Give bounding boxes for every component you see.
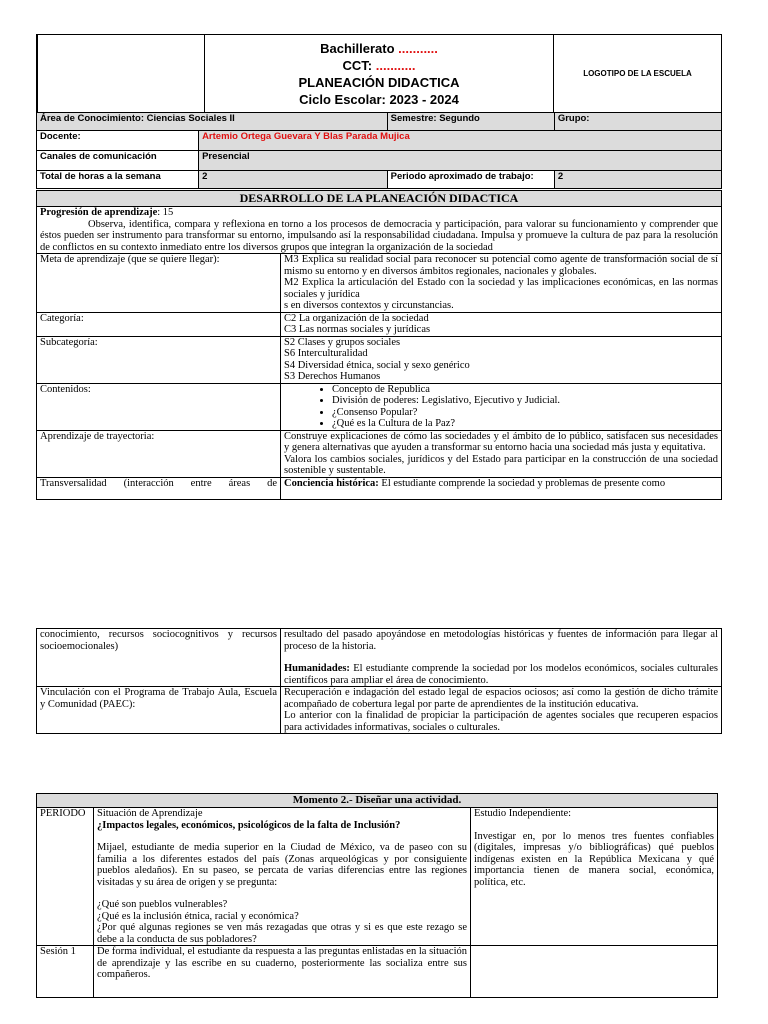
situation-cell — [94, 808, 471, 946]
teacher-name: Artemio Ortega Guevara Y Blas Parada Mujica — [202, 131, 410, 142]
question-item: ¿Por qué algunas regiones se ven más rezagadas que otras y si es que este rezago se debe a la conducta de sus pobladores? — [97, 922, 467, 945]
header-blank-cell — [37, 35, 205, 113]
humanities-text: El estudiante comprende la sociedad por los modelos económicos, sociales culturales científicos para ampliar el área de conocimiento. — [284, 663, 718, 686]
contents-item: • ¿Qué es la Cultura de la Paz? — [332, 418, 718, 430]
channels-label: Canales de comunicación — [40, 151, 157, 162]
contents-label-cell — [37, 383, 281, 430]
paec-value-cell — [281, 687, 722, 734]
session1-text: De forma individual, el estudiante da respuesta a las preguntas enlistadas en la situación de aprendizaje y las escribe en su cuaderno, posteriormente las socializa entre sus compañeros. — [97, 946, 467, 980]
header-title-cell — [205, 35, 554, 113]
category-item: C2 La organización de la sociedad — [284, 312, 429, 324]
teacher-value-cell — [199, 131, 722, 151]
logo-cell — [554, 35, 722, 113]
trajectory-label-cell — [37, 430, 281, 477]
school-cycle: Ciclo Escolar: 2023 - 2024 — [299, 91, 459, 107]
group: Grupo: — [557, 113, 590, 124]
session1-label-cell — [37, 946, 94, 998]
session1-empty-cell — [471, 946, 718, 998]
independent-label: Estudio Independiente: — [474, 808, 572, 819]
session1-label: Sesión 1 — [40, 946, 76, 957]
goal-value-cell — [281, 254, 722, 313]
historical-awareness-label: Conciencia histórica: — [284, 477, 379, 489]
teacher-label-cell — [37, 131, 199, 151]
knowledge-area: Área de Conocimiento: Ciencias Sociales II — [40, 113, 235, 124]
category-value-cell — [281, 312, 722, 336]
subcategory-label: Subcategoría: — [40, 336, 98, 348]
progression-label: Progresión de aprendizaje — [40, 207, 158, 218]
channels-value: Presencial — [202, 151, 250, 162]
channels-label-cell — [37, 151, 199, 171]
trajectory-text-1: Construye explicaciones de cómo las sociedades y el ámbito de lo público, satisfacen sus necesidades y genera alternativas que ayuden a transformar su entorno hacia una sociedad más justa y equitativa. — [284, 430, 718, 453]
hours-label: Total de horas a la semana — [40, 171, 161, 182]
contents-item: • División de poderes: Legislativo, Ejecutivo y Judicial. — [332, 395, 718, 407]
goal-m2: M2 Explica la articulación del Estado con la sociedad y las implicaciones económicas, en las normas sociales y jurídica — [284, 277, 718, 300]
title-prefix: Bachillerato — [320, 40, 395, 56]
subcategory-value-cell — [281, 336, 722, 383]
hours-label-cell — [37, 171, 199, 189]
paec-label: Vinculación con el Programa de Trabajo Aula, Escuela y Comunidad (PAEC): — [40, 687, 277, 710]
period-col-label: PERIODO — [40, 808, 86, 819]
hours-value: 2 — [202, 171, 208, 182]
contents-list — [284, 384, 718, 430]
semester: Semestre: Segundo — [390, 113, 480, 124]
transversal-label: Transversalidad (interacción entre áreas de — [40, 477, 277, 489]
paec-text-1: Recuperación e indagación del estado legal de espacios ociosos; así como la gestión de dicho trámite acompañado de cobertura legal por parte de aprendientes de la institución educativa. — [284, 687, 718, 710]
transversal-label-cont: conocimiento, recursos sociocognitivos y recursos socioemocionales) — [40, 629, 277, 652]
category-label-cell — [37, 312, 281, 336]
category-item: C3 Las normas sociales y jurídicas — [284, 324, 431, 335]
transversal-value-cell — [281, 477, 722, 499]
paec-text-2: Lo anterior con la finalidad de propiciar la participación de agentes sociales que recuperen espacios para actividades informativas, sociales o culturales. — [284, 710, 718, 733]
category-label: Categoría: — [40, 312, 84, 324]
transversal-label-cont-cell — [37, 629, 281, 687]
paec-label-cell — [37, 687, 281, 734]
contents-value-cell — [281, 383, 722, 430]
progression-number: : 15 — [157, 207, 174, 218]
moment2-table — [36, 793, 718, 998]
period-value-cell — [554, 171, 721, 189]
school-logo-placeholder: LOGOTIPO DE LA ESCUELA — [583, 68, 692, 78]
teacher-label: Docente: — [40, 131, 81, 142]
moment2-heading: Momento 2.- Diseñar una actividad. — [292, 794, 462, 806]
trajectory-label: Aprendizaje de trayectoria: — [40, 430, 155, 442]
transversal-text-cont: resultado del pasado apoyándose en metodologías históricas y fuentes de información para llegar al proceso de la historia. — [284, 629, 718, 652]
subcategory-label-cell — [37, 336, 281, 383]
contents-label: Contenidos: — [40, 383, 91, 395]
channels-value-cell — [199, 151, 722, 171]
contents-item: • ¿Consenso Popular? — [332, 407, 718, 419]
subcategory-item: S6 Interculturalidad — [284, 348, 368, 359]
transversal-text: El estudiante comprende la sociedad y problemas de presente como — [378, 477, 666, 489]
group-cell — [554, 113, 721, 131]
subcategory-item: S3 Derechos Humanos — [284, 371, 381, 382]
progression-text: Observa, identifica, compara y reflexiona en torno a los procesos de democracia y participación, para valorar su funcionamiento y comprender que éstos pueden ser instrumento para transformar su entorno, impulsando así la responsabilidad ciudadana. Impulsa y promueve la cultura de paz para la resolución de conflictos en su contexto inmediato entre los diversos grupos que integran la organización de la sociedad — [40, 218, 718, 253]
cct-blank: ........... — [375, 57, 416, 73]
situation-text: Mijael, estudiante de media superior en la Ciudad de México, va de paseo con su familia a los diferentes estados del país (Zonas arqueológicas y por consiguiente pueblos aledaños). En su paseo, se percata de varias diferencias entre las regiones visitadas y su área de origen y se pregunta: — [97, 842, 467, 888]
hours-value-cell — [199, 171, 388, 189]
independent-study-cell — [471, 808, 718, 946]
page2-table — [36, 628, 722, 734]
subcategory-item: S2 Clases y grupos sociales — [284, 336, 401, 348]
goal-label: Meta de aprendizaje (que se quiere llegar): — [40, 254, 220, 265]
semester-cell — [387, 113, 554, 131]
situation-title: ¿Impactos legales, económicos, psicológicos de la falta de Inclusión? — [97, 819, 401, 831]
development-table — [36, 190, 722, 500]
info-table — [36, 112, 722, 189]
progression-cell — [37, 207, 722, 254]
period-label-cell — [387, 171, 554, 189]
trajectory-value-cell — [281, 430, 722, 477]
humanities-label: Humanidades: — [284, 663, 350, 674]
development-heading: DESARROLLO DE LA PLANEACIÓN DIDACTICA — [239, 191, 519, 205]
goal-label-cell — [37, 254, 281, 313]
trajectory-text-2: Valora los cambios sociales, jurídicos y del Estado para participar en la construcción de una sociedad sostenible y sustentable. — [284, 453, 718, 476]
header-table — [36, 34, 722, 113]
transversal-cont-cell — [281, 629, 722, 687]
area-cell — [37, 113, 388, 131]
situation-label: Situación de Aprendizaje — [97, 808, 203, 819]
cct-label: CCT: — [342, 57, 373, 73]
transversal-label-cell — [37, 477, 281, 499]
independent-text: Investigar en, por lo menos tres fuentes confiables (digitales, impresas y/o bibliográficas) qué pueblos indígenas existen en la República Mexicana y qué importancia tienen de manera social, económica, política, etc. — [474, 830, 714, 888]
contents-item: • Concepto de Republica — [332, 384, 718, 396]
development-heading-cell — [37, 191, 722, 207]
period-value: 2 — [557, 171, 564, 182]
subcategory-item: S4 Diversidad étnica, social y sexo genérico — [284, 359, 470, 371]
doc-title: PLANEACIÓN DIDACTICA — [298, 74, 460, 90]
goal-m3: M3 Explica su realidad social para reconocer su potencial como agente de transformación social de sí mismo su entorno y en diversos ámbitos regionales, nacionales y globales. — [284, 254, 718, 277]
question-item: ¿Qué son pueblos vulnerables? — [97, 899, 228, 910]
question-item: ¿Qué es la inclusión étnica, racial y económica? — [97, 910, 299, 922]
period-col-cell — [37, 808, 94, 946]
goal-m2-cont: s en diversos contextos y circunstancias. — [284, 300, 454, 311]
title-blank: ........... — [398, 40, 438, 56]
moment2-heading-cell — [37, 794, 718, 808]
session1-text-cell — [94, 946, 471, 998]
period-label: Periodo aproximado de trabajo: — [390, 171, 534, 182]
